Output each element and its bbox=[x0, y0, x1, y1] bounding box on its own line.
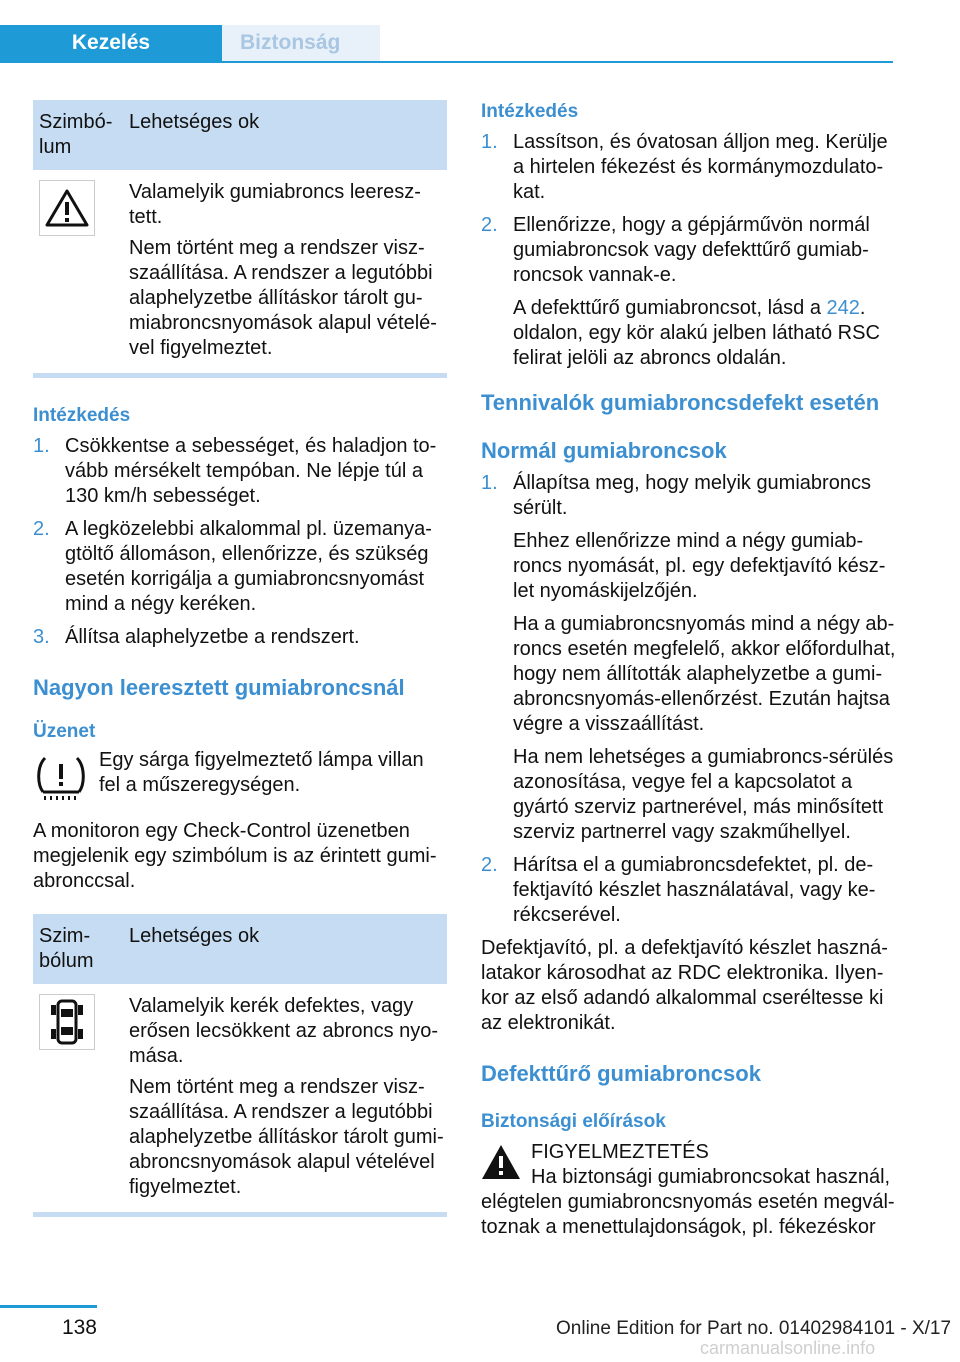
message-block bbox=[33, 748, 447, 809]
header-divider bbox=[0, 61, 893, 63]
table-bottom-rule bbox=[33, 373, 447, 378]
left-column bbox=[33, 100, 447, 1217]
list-number: 1. bbox=[481, 472, 498, 494]
table-row bbox=[33, 984, 447, 1212]
table-header bbox=[33, 100, 447, 170]
tab-biztonsag[interactable]: Biztonság bbox=[222, 25, 380, 61]
table-bottom-rule bbox=[33, 1212, 447, 1217]
list-text: Hárítsa el a gumiabroncsdefektet, pl. de-fektjavító készlet használatával, vagy ke-rékcserével. bbox=[513, 854, 876, 926]
col-symbol-header: Szimbó-lum bbox=[39, 111, 113, 158]
table-header bbox=[33, 914, 447, 984]
list-item bbox=[33, 625, 447, 650]
steps-list bbox=[481, 471, 897, 928]
cause-text: Valamelyik kerék defektes, vagy erősen lecsökkent az abroncs nyo-mása. bbox=[129, 995, 439, 1067]
warning-text: Ha biztonsági gumiabroncsokat használ, bbox=[531, 1166, 891, 1188]
measures-list bbox=[481, 130, 897, 371]
section-heading: Tennivalók gumiabroncsdefekt esetén bbox=[481, 390, 880, 415]
list-text: Ha a gumiabroncsnyomás mind a négy ab-roncs esetén megfelelő, akkor előfordulhat, hogy nem állították alaphelyzetbe a gumi-abroncsnyomás-ellenőrzést. Ezután hajtsa végre a visszaállítást. bbox=[513, 613, 896, 735]
list-text: Ha nem lehetséges a gumiabroncs-sérülés azonosítása, vegye fel a kapcsolatot a gyártó szerviz partnerével, más minősített szerviz partnerrel vagy szakműhellyel. bbox=[513, 746, 894, 843]
cause-text: Nem történt meg a rendszer visz-szaállítása. A rendszer a legutóbbi alaphelyzetbe állításkor tárolt gumi-abroncsnyomások alapul vételével figyelmeztet. bbox=[129, 1076, 444, 1198]
edition-note: Online Edition for Part no. 01402984101 - X/17 bbox=[556, 1318, 952, 1339]
list-item bbox=[481, 471, 897, 845]
tab-kezeles[interactable]: Kezelés bbox=[0, 25, 222, 61]
paragraph: A monitoron egy Check-Control üzenetben megjelenik egy szimbólum is az érintett gumi-abronccsal. bbox=[33, 820, 437, 892]
section-heading: Defekttűrő gumiabroncsok bbox=[481, 1061, 761, 1086]
page-number: 138 bbox=[61, 1316, 97, 1339]
symbol-table-1 bbox=[33, 100, 447, 373]
list-text: Ehhez ellenőrizze mind a négy gumiab-roncs nyomását, pl. egy defektjavító kész-let nyomáskijelzőjén. bbox=[513, 530, 886, 602]
list-text: A legközelebbi alkalommal pl. üzemanya-gtöltő állomáson, ellenőrizze, és szükség esetén korrigálja a gumiabroncsnyomást mind a négy keréken. bbox=[65, 518, 432, 615]
list-number: 2. bbox=[481, 854, 498, 876]
subheading-measures: Intézkedés bbox=[33, 405, 131, 426]
symbol-table-2 bbox=[33, 914, 447, 1212]
paragraph: Defektjavító, pl. a defektjavító készlet haszná-latakor károsodhat az RDC elektronika. Ilyen-kor az első adandó alkalommal cseréltesse ki az elektronikát. bbox=[481, 937, 888, 1034]
sub-heading: Normál gumiabroncsok bbox=[481, 438, 727, 463]
page-reference-link[interactable]: 242 bbox=[826, 297, 860, 319]
cause-text: Nem történt meg a rendszer visz-szaállítása. A rendszer a legutóbbi alaphelyzetbe állításkor tárolt gu-miabroncsnyomások alapul vételé-vel figyelmeztet. bbox=[129, 237, 437, 359]
list-item bbox=[481, 853, 897, 928]
measures-list bbox=[33, 434, 447, 650]
list-text: Lassítson, és óvatosan álljon meg. Kerülje a hirtelen fékezést és kormánymozdulato-kat. bbox=[513, 131, 888, 203]
warning-block bbox=[481, 1140, 897, 1190]
list-text: Ellenőrizze, hogy a gépjárművön normál gumiabroncsok vagy defekttűrő gumiab-roncsok vannak-e. bbox=[513, 214, 870, 286]
warning-title: FIGYELMEZTETÉS bbox=[531, 1141, 709, 1163]
col-cause-header: Lehetséges ok bbox=[129, 925, 260, 947]
list-item bbox=[33, 517, 447, 617]
col-cause-header: Lehetséges ok bbox=[129, 111, 260, 133]
col-symbol-header: Szim-bólum bbox=[39, 925, 94, 972]
warning-triangle-icon bbox=[39, 180, 95, 236]
warning-text-continued: elégtelen gumiabroncsnyomás esetén megvál-toznak a menettulajdonságok, pl. fékezéskor bbox=[481, 1191, 895, 1238]
list-text: A defekttűrő gumiabroncsot, lásd a 242. oldalon, egy kör alakú jelben látható RSC felirat jelöli az abroncs oldalán. bbox=[513, 297, 880, 369]
subheading-measures: Intézkedés bbox=[481, 101, 579, 122]
cause-text: Valamelyik gumiabroncs leeresz-tett. bbox=[129, 181, 421, 228]
subheading-message: Üzenet bbox=[33, 721, 96, 742]
list-item bbox=[481, 130, 897, 205]
list-number: 1. bbox=[481, 131, 498, 153]
car-tire-icon bbox=[39, 994, 95, 1050]
list-number: 1. bbox=[33, 435, 50, 457]
list-number: 2. bbox=[33, 518, 50, 540]
warning-triangle-icon bbox=[481, 1140, 531, 1190]
table-row bbox=[33, 170, 447, 373]
list-text: Állítsa alaphelyzetbe a rendszert. bbox=[65, 626, 360, 648]
subheading-safety: Biztonsági előírások bbox=[481, 1111, 666, 1132]
right-column bbox=[481, 100, 897, 1240]
footer-divider bbox=[0, 1305, 97, 1308]
tire-pressure-warning-icon bbox=[33, 748, 99, 809]
list-number: 2. bbox=[481, 214, 498, 236]
list-number: 3. bbox=[33, 626, 50, 648]
header-tabs bbox=[0, 25, 380, 61]
list-text: Csökkentse a sebességet, és haladjon to-vább mérsékelt tempóban. Ne lépje túl a 130 km/h sebességet. bbox=[65, 435, 437, 507]
list-text: Állapítsa meg, hogy melyik gumiabroncs sérült. bbox=[513, 472, 871, 519]
section-heading: Nagyon leeresztett gumiabroncsnál bbox=[33, 675, 405, 700]
list-item bbox=[481, 213, 897, 371]
list-item bbox=[33, 434, 447, 509]
watermark: carmanualsonline.info bbox=[700, 1338, 876, 1358]
message-text: Egy sárga figyelmeztető lámpa villan fel a műszeregységen. bbox=[99, 749, 424, 796]
